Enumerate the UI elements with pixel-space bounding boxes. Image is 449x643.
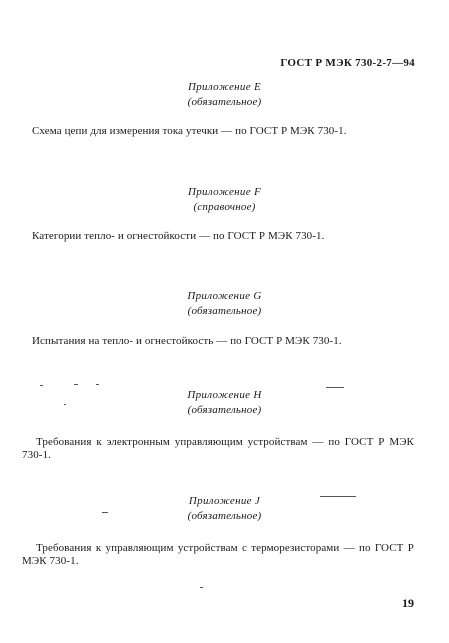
page-number: 19 (402, 596, 414, 610)
appendix-j-text: Требования к управляющим устройствам с терморезисторами — по ГОСТ Р МЭК 730-1. (22, 542, 414, 567)
appendix-g-title: Приложение G (187, 290, 262, 302)
scan-speck (200, 587, 203, 588)
appendix-f-title: Приложение F (188, 186, 261, 198)
appendix-g-note: (обязательное) (187, 305, 262, 317)
appendix-f-note: (справочное) (193, 201, 256, 213)
scan-speck (74, 384, 78, 385)
appendix-h-title: Приложение Н (187, 389, 262, 401)
scan-speck (64, 404, 66, 405)
appendix-e-note: (обязательное) (187, 96, 262, 108)
appendix-e-title: Приложение Е (188, 81, 261, 93)
appendix-g-text: Испытания на тепло- и огнестойкость — по ГОСТ Р МЭК 730-1. (32, 335, 342, 347)
scan-speck (40, 385, 43, 386)
scan-speck (326, 387, 344, 388)
scan-speck (320, 496, 356, 497)
appendix-h-note: (обязательное) (187, 404, 262, 416)
appendix-h-text: Требования к электронным управляющим устройствам — по ГОСТ Р МЭК 730-1. (22, 436, 414, 461)
scan-speck (102, 512, 108, 513)
appendix-j-note: (обязательное) (187, 510, 262, 522)
standard-code-header: ГОСТ Р МЭК 730-2-7—94 (280, 57, 415, 69)
scan-speck (96, 384, 99, 385)
appendix-f-text: Категории тепло- и огнестойкости — по ГОСТ Р МЭК 730-1. (32, 230, 325, 242)
appendix-j-title: Приложение J (188, 495, 261, 507)
appendix-e-text: Схема цепи для измерения тока утечки — по ГОСТ Р МЭК 730-1. (32, 125, 347, 137)
